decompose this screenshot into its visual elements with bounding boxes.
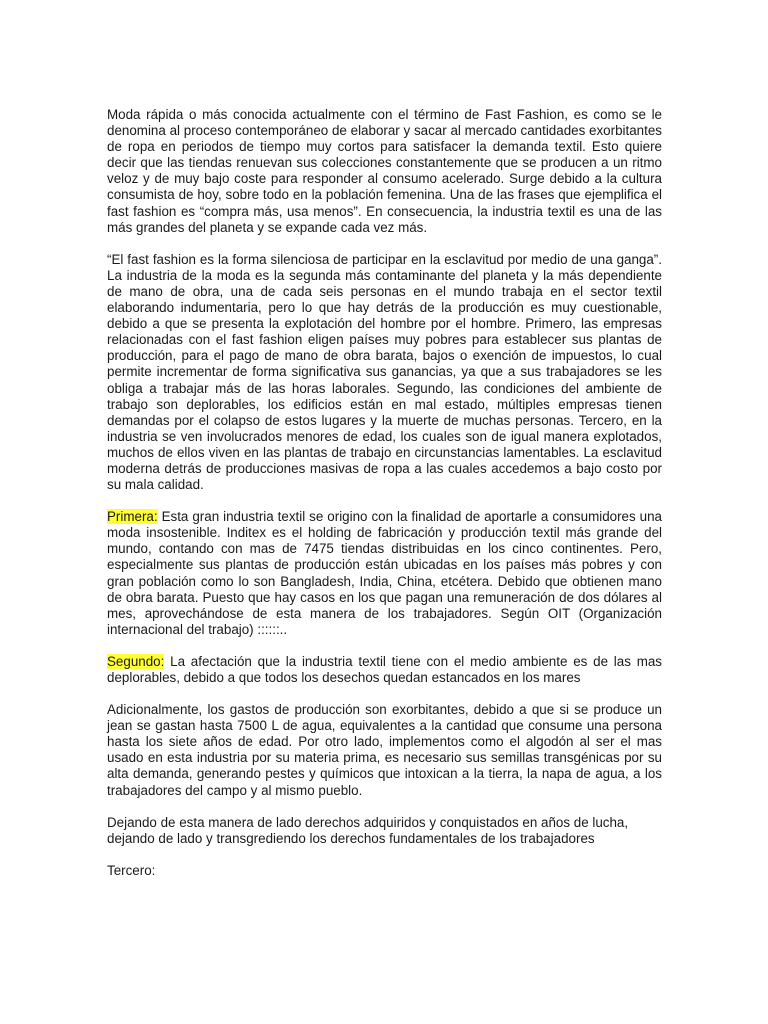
- paragraph-segundo-text: La afectación que la industria textil tiene con el medio ambiente es de las mas deplorables, debido a que todos los desechos quedan estancados en los mares: [107, 653, 662, 685]
- highlight-label-primera: Primera:: [107, 509, 158, 525]
- paragraph-tercero: Tercero:: [107, 862, 156, 878]
- paragraph-segundo: [107, 654, 662, 686]
- paragraph-derechos: Dejando de esta manera de lado derechos adquiridos y conquistados en años de lucha, dejando de lado y transgrediendo los derechos fundamentales de los trabajadores: [107, 814, 629, 846]
- paragraph-primera: [107, 509, 662, 638]
- paragraph-esclavitud: “El fast fashion es la forma silenciosa de participar en la esclavitud por medio de una ganga”. La industria de la moda es la segunda más contaminante del planeta y la más dependiente de mano de obra, una de cada seis personas en el mundo trabaja en el sector textil elaborando indumentaria, pero lo que hay detrás de la producción es muy cuestionable, debido a que se presenta la explotación del hombre por el hombre. Primero, las empresas relacionadas con el fast fashion eligen países muy pobres para establecer sus plantas de producción, para el pago de mano de obra barata, bajos o exención de impuestos, lo cual permite incrementar de forma significativa sus ganancias, ya que a sus trabajadores se les obliga a trabajar más de las horas laborales. Segundo, las condiciones del ambiente de trabajo son deplorables, los edificios están en mal estado, múltiples empresas tienen demandas por el colapso de estos lugares y la muerte de muchas personas. Tercero, en la industria se ven involucrados menores de edad, los cuales son de igual manera explotados, muchos de ellos viven en las plantas de trabajo en circunstancias lamentables. La esclavitud moderna detrás de producciones masivas de ropa a las cuales accedemos a bajo costo por su mala calidad.: [107, 251, 662, 493]
- paragraph-adicionalmente: Adicionalmente, los gastos de producción son exorbitantes, debido a que si se produce un jean se gastan hasta 7500 L de agua, equivalentes a la cantidad que consume una persona hasta los siete años de edad. Por otro lado, implementos como el algodón al ser el mas usado en esta industria por su materia prima, es necesario sus semillas transgénicas por su alta demanda, generando pestes y químicos que intoxican a la tierra, la napa de agua, a los trabajadores del campo y al mismo pueblo.: [107, 702, 662, 798]
- highlight-label-segundo: Segundo:: [107, 653, 165, 669]
- paragraph-intro: Moda rápida o más conocida actualmente con el término de Fast Fashion, es como se le denomina al proceso contemporáneo de elaborar y sacar al mercado cantidades exorbitantes de ropa en periodos de tiempo muy cortos para satisfacer la demanda textil. Esto quiere decir que las tiendas renuevan sus colecciones constantemente que se producen a un ritmo veloz y de muy bajo coste para responder al consumo acelerado. Surge debido a la cultura consumista de hoy, sobre todo en la población femenina. Una de las frases que ejemplifica el fast fashion es “compra más, usa menos”. En consecuencia, la industria textil es una de las más grandes del planeta y se expande cada vez más.: [107, 107, 662, 235]
- document-page: [107, 107, 662, 895]
- paragraph-primera-text: Esta gran industria textil se origino con la finalidad de aportarle a consumidores una moda insostenible. Inditex es el holding de fabricación y producción textil más grande del mundo, contando con mas de 7475 tiendas distribuidas en los cinco continentes. Pero, especialmente sus plantas de producción están ubicadas en los países más pobres y con gran población como lo son Bangladesh, India, China, etcétera. Debido que obtienen mano de obra barata. Puesto que hay casos en los que pagan una remuneración de dos dólares al mes, aprovechándose de esta manera de los trabajadores. Según OIT (Organización internacional del trabajo) ::::::..: [107, 509, 662, 637]
